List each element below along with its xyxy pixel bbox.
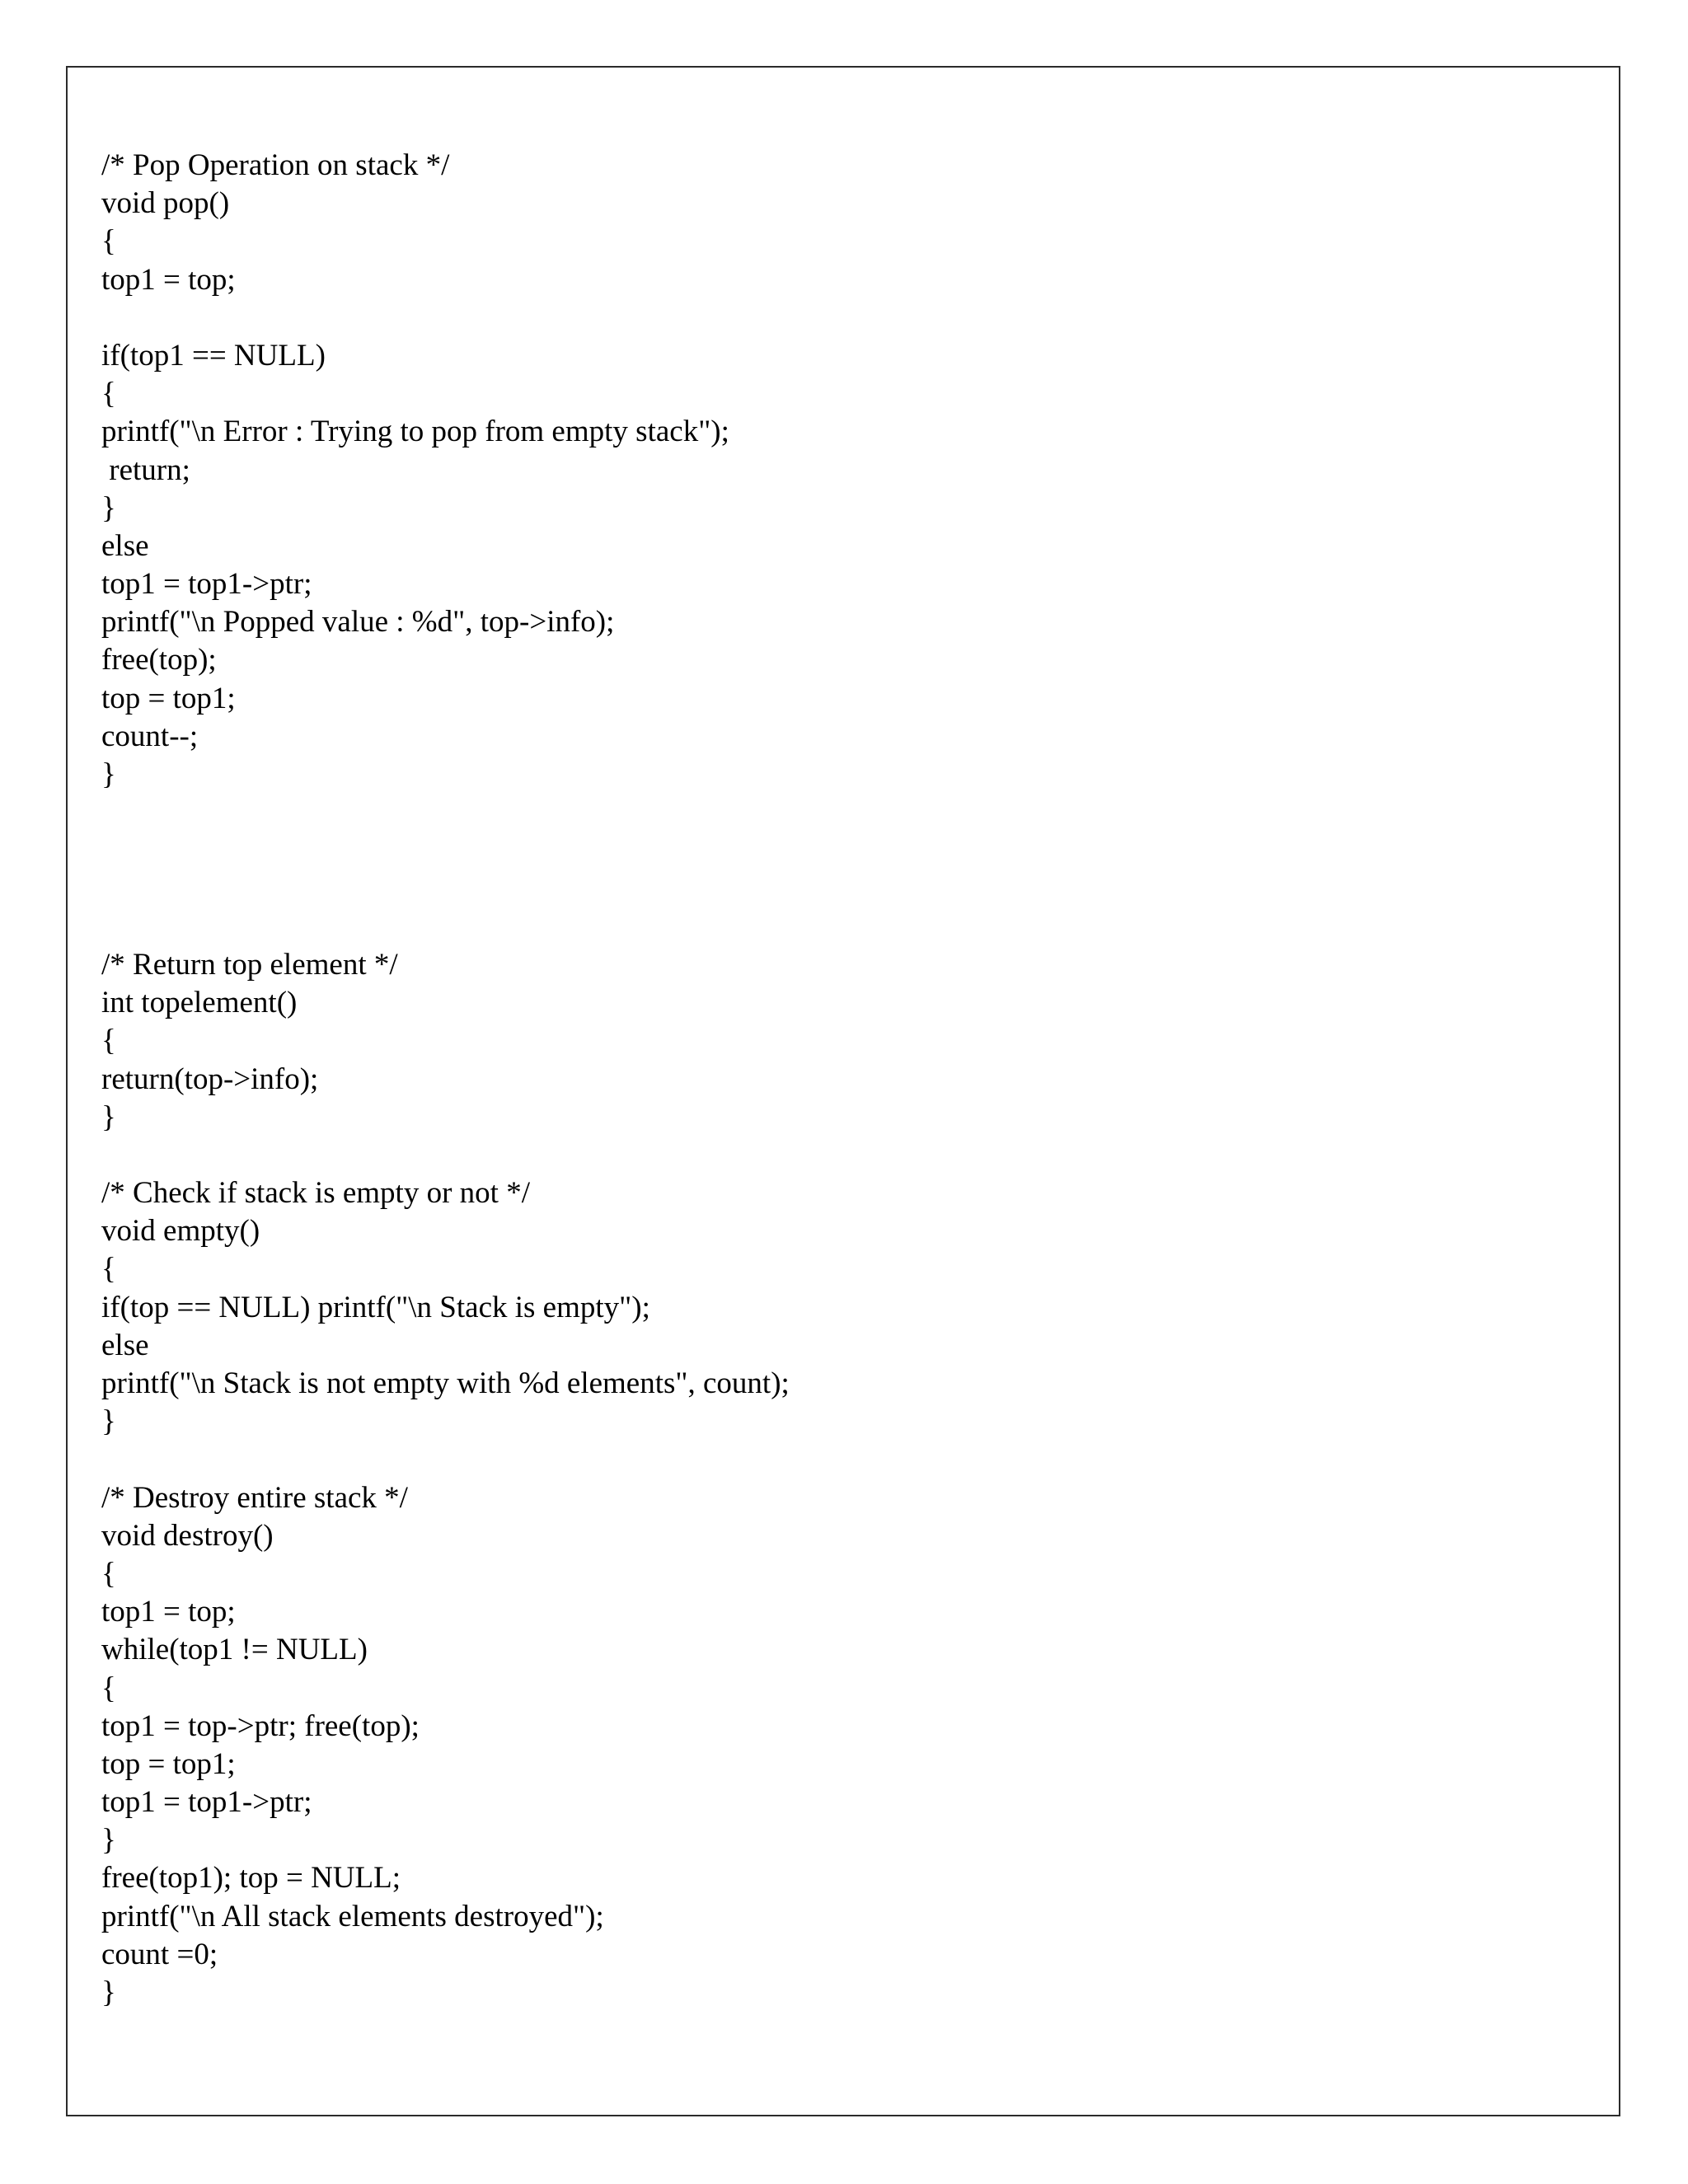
code-line: { [101, 224, 116, 259]
code-line: count =0; [101, 1937, 218, 1971]
code-line: } [101, 1099, 116, 1134]
code-line [101, 1441, 790, 1479]
code-line: return; [101, 452, 190, 487]
code-line: return(top->info); [101, 1062, 319, 1096]
code-line: if(top1 == NULL) [101, 338, 326, 373]
code-line: } [101, 1975, 116, 2009]
code-line: top1 = top1->ptr; [101, 1785, 312, 1820]
code-listing [101, 147, 790, 2012]
code-line [101, 794, 790, 832]
code-line: else [101, 528, 149, 563]
code-line: /* Return top element */ [101, 947, 398, 982]
code-line: top = top1; [101, 1746, 236, 1781]
code-line: free(top1); top = NULL; [101, 1861, 401, 1896]
code-line: top1 = top; [101, 1595, 236, 1629]
code-line: void destroy() [101, 1518, 274, 1553]
code-line: top = top1; [101, 681, 236, 715]
code-line: else [101, 1328, 149, 1362]
code-line: } [101, 757, 116, 791]
code-line: /* Check if stack is empty or not */ [101, 1176, 530, 1211]
code-line: { [101, 1556, 116, 1591]
code-line: { [101, 377, 116, 411]
code-line: void pop() [101, 186, 230, 221]
code-line: void empty() [101, 1214, 260, 1249]
code-line: } [101, 490, 116, 525]
code-line: top1 = top->ptr; free(top); [101, 1708, 420, 1743]
code-line: free(top); [101, 643, 217, 677]
code-line: printf("\n All stack elements destroyed"); [101, 1899, 604, 1933]
code-line: printf("\n Stack is not empty with %d elements", count); [101, 1366, 790, 1400]
code-line: } [101, 1404, 116, 1439]
code-line: /* Destroy entire stack */ [101, 1480, 408, 1515]
code-line: { [101, 1024, 116, 1058]
code-line: top1 = top; [101, 262, 236, 297]
code-line [101, 832, 790, 869]
code-line: printf("\n Error : Trying to pop from empty stack"); [101, 415, 729, 449]
code-line: top1 = top1->ptr; [101, 567, 312, 602]
code-line: count--; [101, 719, 199, 753]
code-line: int topelement() [101, 986, 298, 1020]
code-line: } [101, 1823, 116, 1858]
code-line [101, 299, 790, 337]
code-line: if(top == NULL) printf("\n Stack is empty"); [101, 1290, 650, 1324]
code-line: while(top1 != NULL) [101, 1633, 368, 1667]
code-line [101, 1137, 790, 1174]
code-line: printf("\n Popped value : %d", top->info); [101, 605, 615, 640]
code-line: { [101, 1252, 116, 1286]
code-line [101, 908, 790, 946]
code-line [101, 870, 790, 908]
code-line: /* Pop Operation on stack */ [101, 148, 450, 182]
code-line: { [101, 1671, 116, 1705]
